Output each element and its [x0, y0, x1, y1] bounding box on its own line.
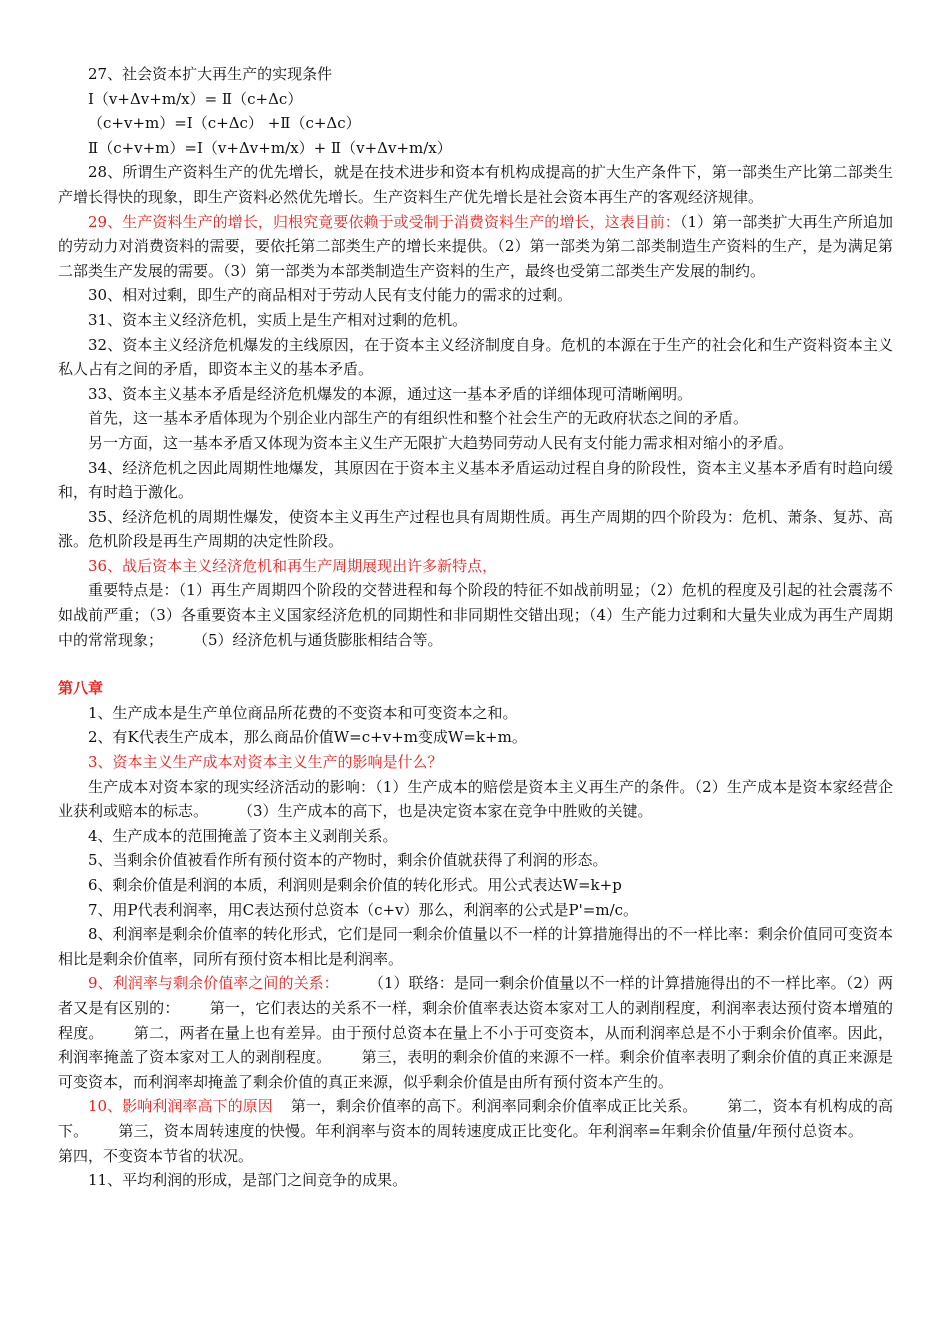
- ch8-paragraph-7: 7、用P代表利润率，用C表达预付总资本（c+v）那么，利润率的公式是P'=m/c。: [88, 900, 639, 919]
- ch8-paragraph-9: [58, 971, 893, 1094]
- ch8-paragraph-3-b: （3）生产成本的高下，也是决定资本家在竞争中胜败的关键。: [238, 802, 653, 821]
- paragraph-31: 31、资本主义经济危机，实质上是生产相对过剩的危机。: [88, 310, 468, 329]
- document-page: [58, 62, 893, 1193]
- paragraph-36-body: 重要特点是：（1）再生产周期四个阶段的交替进程和每个阶段的特征不如战前明显；（2）危机的程度及引起的社会震荡不如战前严重；（3）各重要资本主义国家经济危机的同期性和非同期性交错出现；（4）生产能力过剩和大量失业成为再生产周期中的常常现象；: [58, 581, 893, 649]
- paragraph-27: 27、社会资本扩大再生产的实现条件: [88, 65, 333, 83]
- ch8-paragraph-3-a: 生产成本对资本家的现实经济活动的影响：（1）生产成本的赔偿是资本主义再生产的条件。（2）生产成本是资本家经营企业获利或赔本的标志。: [58, 777, 893, 821]
- ch8-paragraph-5: 5、当剩余价值被看作所有预付资本的产物时，剩余价值就获得了利润的形态。: [88, 851, 608, 870]
- chapter-title: 第八章: [58, 679, 104, 698]
- ch8-paragraph-9-d: 第三，表明的剩余价值的来源不一样。剩余价值率表明了剩余价值的真正来源是可变资本，而利润率却掩盖了剩余价值的真正来源，似乎剩余价值是由所有预付资本产生的。: [58, 1048, 893, 1091]
- ch8-paragraph-3: [58, 775, 893, 824]
- ch8-paragraph-4: 4、生产成本的范围掩盖了资本主义剥削关系。: [88, 826, 398, 845]
- ch8-paragraph-10-heading: 10、影响利润率高下的原因: [88, 1097, 273, 1116]
- ch8-paragraph-10-d: 第四，不变资本节省的状况。: [58, 1146, 254, 1165]
- paragraph-36: [58, 578, 893, 652]
- paragraph-29-body: （1）第一部类扩大再生产所追加的劳动力对消费资料的需要，要依托第二部类生产的增长来提供。（2）第一部类为第二部类制造生产资料的生产，是为满足第二部类生产发展的需要。（3）第一部类为本部类制造生产资料的生产，最终也受第二部类生产发展的制约。: [58, 212, 894, 280]
- paragraph-34: 34、经济危机之因此周期性地爆发，其原因在于资本主义基本矛盾运动过程自身的阶段性，资本主义基本矛盾有时趋向缓和，有时趋于激化。: [58, 458, 893, 502]
- ch8-paragraph-10-a: 第一，剩余价值率的高下。利润率同剩余价值率成正比关系。: [290, 1097, 698, 1116]
- paragraph-30: 30、相对过剩，即生产的商品相对于劳动人民有支付能力的需求的过剩。: [88, 286, 573, 305]
- paragraph-36-tail: （5）经济危机与通货膨胀相结合等。: [193, 630, 443, 649]
- ch8-paragraph-6: 6、剩余价值是利润的本质，利润则是剩余价值的转化形式。用公式表达W=k+p: [88, 876, 622, 894]
- ch8-paragraph-9-c: 第二，两者在量上也有差异。由于预付总资本在量上不小于可变资本，从而利润率总是不小于剩余价值率。因此，利润率掩盖了资本家对工人的剥削程度。: [58, 1023, 893, 1067]
- ch8-paragraph-10-c: 第三，资本周转速度的快慢。年利润率与资本的周转速度成正比变化。年利润率=年剩余价值量/年预付总资本。: [118, 1121, 863, 1140]
- paragraph-32: 32、资本主义经济危机爆发的主线原因，在于资本主义经济制度自身。危机的本源在于生产的社会化和生产资料资本主义私人占有之间的矛盾，即资本主义的基本矛盾。: [58, 335, 893, 379]
- paragraph-35: 35、经济危机的周期性爆发，使资本主义再生产过程也具有周期性质。再生产周期的四个阶段为：危机、萧条、复苏、高涨。危机阶段是再生产周期的决定性阶段。: [58, 507, 893, 551]
- formula-1: Ⅰ（v+Δv+m/x）= Ⅱ（c+Δc）: [88, 89, 303, 108]
- paragraph-33: 33、资本主义基本矛盾是经济危机爆发的本源，通过这一基本矛盾的详细体现可清晰阐明。: [88, 384, 693, 403]
- paragraph-28: 28、所谓生产资料生产的优先增长，就是在技术进步和资本有机构成提高的扩大生产条件下，第一部类生产比第二部类生产增长得快的现象，即生产资料必然优先增长。生产资料生产优先增长是社会资本再生产的客观经济规律。: [58, 163, 893, 206]
- paragraph-33-first: 首先，这一基本矛盾体现为个别企业内部生产的有组织性和整个社会生产的无政府状态之间的矛盾。: [88, 409, 749, 428]
- paragraph-36-heading: 36、战后资本主义经济危机和再生产周期展现出许多新特点，: [88, 556, 498, 575]
- ch8-paragraph-1: 1、生产成本是生产单位商品所花费的不变资本和可变资本之和。: [88, 703, 518, 722]
- paragraph-29-heading: 29、生产资料生产的增长，归根究竟要依赖于或受制于消费资料生产的增长，这表目前：: [88, 212, 680, 231]
- paragraph-33-second: 另一方面，这一基本矛盾又体现为资本主义生产无限扩大趋势同劳动人民有支付能力需求相对缩小的矛盾。: [88, 433, 794, 452]
- formula-3: Ⅱ（c+v+m）=Ⅰ（v+Δv+m/x）+ Ⅱ（v+Δv+m/x）: [88, 138, 452, 157]
- ch8-paragraph-10: [58, 1094, 893, 1168]
- ch8-paragraph-9-heading: 9、利润率与剩余价值率之间的关系：: [88, 974, 339, 993]
- ch8-paragraph-8: 8、利润率是剩余价值率的转化形式，它们是同一剩余价值量以不一样的计算措施得出的不一样比率：剩余价值同可变资本相比是剩余价值率，同所有预付资本相比是利润率。: [58, 925, 893, 968]
- ch8-paragraph-9-a: （1）联络：是同一剩余价值量以不一样的计算措施得出的不一样比率。（2）两者又是有区别的：: [58, 974, 894, 1017]
- ch8-paragraph-3-heading: 3、资本主义生产成本对资本主义生产的影响是什么？: [88, 753, 443, 772]
- ch8-paragraph-2: 2、有K代表生产成本，那么商品价值W=c+v+m变成W=k+m。: [88, 728, 527, 747]
- ch8-paragraph-10-b: 第二，资本有机构成的高下。: [58, 1097, 893, 1140]
- ch8-paragraph-9-b: 第一，它们表达的关系不一样，剩余价值率表达资本家对工人的剥削程度，利润率表达预付资本增殖的程度。: [58, 998, 893, 1042]
- paragraph-29: [58, 210, 893, 284]
- formula-2: （c+v+m）=Ⅰ（c+Δc） +Ⅱ（c+Δc）: [88, 114, 361, 133]
- ch8-paragraph-11: 11、平均利润的形成，是部门之间竞争的成果。: [88, 1171, 408, 1190]
